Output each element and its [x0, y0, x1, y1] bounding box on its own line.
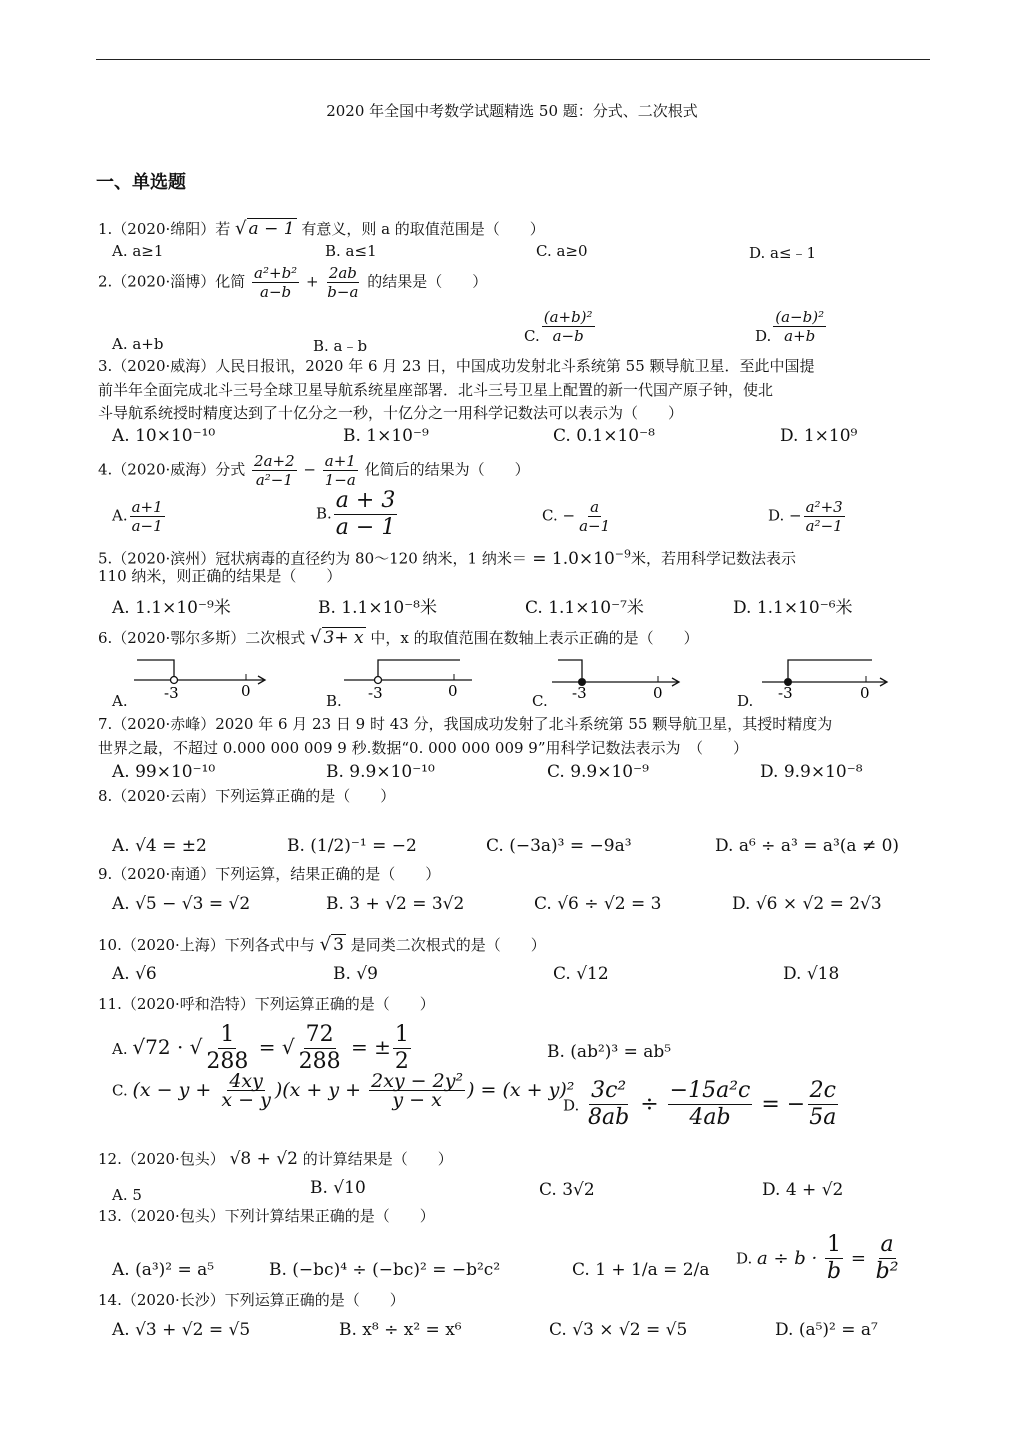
q4-stem-b: 化简后的结果为（ ）	[364, 460, 530, 479]
q6-option-b: B.	[326, 692, 342, 710]
q6-option-c: C.	[532, 692, 548, 710]
question-14: 14.（2020·长沙）下列运算正确的是（ ）	[98, 1291, 405, 1309]
q11-option-a: A. √72 · √ $\frac{1}{288}$ = √ $\frac{72}{288}$ = ± $\frac{1}{2}$	[112, 1022, 409, 1074]
q9-option-c: C. √6 ÷ √2 = 3	[534, 894, 662, 914]
question-11: 11.（2020·呼和浩特）下列运算正确的是（ ）	[98, 995, 435, 1013]
q11-option-b: B. (ab²)³ = ab⁵	[547, 1042, 672, 1062]
q12-option-a: A. 5	[112, 1186, 142, 1204]
q1-option-b: B. a≤1	[325, 242, 377, 260]
tick-neg3: -3	[164, 684, 179, 702]
top-rule	[96, 59, 930, 60]
q13-option-b: B. (−bc)⁴ ÷ (−bc)² = −b²c²	[269, 1260, 501, 1280]
q5-option-b: B. 1.1×10⁻⁸米	[318, 598, 437, 618]
q2-option-d: D. $\frac{\text{(a−b)²}}{a+b}$	[755, 308, 825, 345]
svg-text:-3: -3	[572, 684, 587, 702]
question-12: 12.（2020·包头） √8 + √2 的计算结果是（ ）	[98, 1149, 453, 1169]
q8-option-b: B. (1/2)⁻¹ = −2	[287, 836, 417, 856]
q6-radical: √ 3+ x	[310, 627, 364, 648]
q5-option-c: C. 1.1×10⁻⁷米	[525, 598, 644, 618]
number-line-d	[760, 652, 900, 702]
q2-fraction-2: $\frac{2ab}{b-a}$	[327, 264, 359, 301]
q12-option-b: B. √10	[310, 1178, 366, 1198]
question-3-line-1: 3.（2020·威海）人民日报讯，2020 年 6 月 23 日，中国成功发射北斗系统第 55 颗导航卫星．至此中国提	[98, 357, 815, 375]
q3-option-b: B. 1×10⁻⁹	[343, 426, 429, 446]
q14-option-c: C. √3 × √2 = √5	[549, 1320, 688, 1340]
q14-option-a: A. √3 + √2 = √5	[112, 1320, 251, 1340]
q4-option-c: C. − $\frac{a}{a-1}$	[542, 498, 611, 535]
q4-option-b: B. $\frac{a + 3}{a - 1}$	[316, 488, 396, 540]
q10-option-d: D. √18	[783, 964, 840, 984]
q13-option-a: A. (a³)² = a⁵	[112, 1260, 215, 1280]
q7-option-d: D. 9.9×10⁻⁸	[760, 762, 863, 782]
number-line-c	[550, 652, 690, 702]
q2-fraction-1: $\frac{\text{a²+b²}}{a-b}$	[254, 264, 298, 301]
q8-option-d: D. a⁶ ÷ a³ = a³(a ≠ 0)	[715, 836, 900, 856]
svg-text:0: 0	[860, 684, 870, 702]
question-10: 10.（2020·上海）下列各式中与 √ 3 是同类二次根式的是（ ）	[98, 934, 546, 955]
q12-option-d: D. 4 + √2	[762, 1180, 844, 1200]
q13-option-d: D. a ÷ b · $\frac{1}{b}$ = $\frac{a}{\text{b²}}$	[736, 1232, 899, 1284]
q1-option-c: C. a≥0	[536, 242, 588, 260]
q5-option-a: A. 1.1×10⁻⁹米	[112, 598, 231, 618]
question-2: 2.（2020·淄博）化简 $\frac{\text{a²+b²}}{a-b}$ + $\frac{2ab}{b-a}$ 的结果是（ ）	[98, 264, 488, 301]
q2-stem-b: 的结果是（ ）	[367, 272, 488, 291]
number-line-b	[342, 652, 482, 702]
q4-option-a: A. $\frac{a+1}{a-1}$	[112, 498, 163, 535]
question-7-line-2: 世界之最，不超过 0.000 000 009 9 秒.数据“0. 000 000 009 9”用科学记数法表示为 （ ）	[98, 739, 749, 757]
q1-option-d: D. a≤﹣1	[749, 244, 817, 262]
q2-option-a: A. a+b	[112, 335, 164, 353]
question-1	[98, 218, 545, 239]
svg-text:-3: -3	[778, 684, 793, 702]
svg-text:-3: -3	[368, 684, 383, 702]
q7-option-a: A. 99×10⁻¹⁰	[112, 762, 216, 782]
svg-text:0: 0	[448, 682, 458, 700]
q13-option-c: C. 1 + 1/a = 2/a	[572, 1260, 710, 1280]
q14-option-b: B. x⁸ ÷ x² = x⁶	[339, 1320, 462, 1340]
question-8: 8.（2020·云南）下列运算正确的是（ ）	[98, 787, 396, 805]
tick-0: 0	[241, 682, 251, 700]
q8-option-c: C. (−3a)³ = −9a³	[486, 836, 632, 856]
q4-option-d: D. − $\frac{\text{a²+3}}{\text{a²−1}}$	[768, 498, 843, 535]
q1-stem-a: 1.（2020·绵阳）若	[98, 220, 231, 238]
q2-option-c: C. $\frac{\text{(a+b)²}}{a-b}$	[524, 308, 593, 345]
q2-stem-a: 2.（2020·淄博）化简	[98, 272, 246, 291]
question-9: 9.（2020·南通）下列运算，结果正确的是（ ）	[98, 865, 441, 883]
q1-radical: √ a − 1	[235, 218, 295, 239]
q7-option-b: B. 9.9×10⁻¹⁰	[326, 762, 435, 782]
q14-option-d: D. (a⁵)² = a⁷	[775, 1320, 878, 1340]
q1-option-a: A. a≥1	[112, 242, 164, 260]
q2-option-b: B. a﹣b	[313, 337, 368, 355]
q10-option-b: B. √9	[333, 964, 378, 984]
q10-option-c: C. √12	[553, 964, 609, 984]
q5-option-d: D. 1.1×10⁻⁶米	[733, 598, 853, 618]
number-line-a	[132, 652, 272, 702]
q3-option-d: D. 1×10⁹	[780, 426, 858, 446]
question-5-line-2: 110 纳米，则正确的结果是（ ）	[98, 567, 342, 585]
svg-text:0: 0	[653, 684, 663, 702]
q11-option-c: C. (x − y + $\frac{4xy}{x - y}$ )(x + y + $\frac{\text{2xy − 2y²}}{y - x}$ ) = (x + y)²	[112, 1070, 575, 1111]
question-5-line-1: 5.（2020·滨州）冠状病毒的直径约为 80～120 纳米，1 纳米＝ = $1.0\times 10^{-9}$米，若用科学记数法表示	[98, 547, 797, 569]
question-13: 13.（2020·包头）下列计算结果正确的是（ ）	[98, 1207, 435, 1225]
section-heading: 一、单选题	[96, 172, 186, 193]
q9-option-b: B. 3 + √2 = 3√2	[326, 894, 465, 914]
question-4: 4.（2020·威海）分式 $\frac{2a+2}{\text{a²−1}}$ − $\frac{a+1}{1-a}$ 化简后的结果为（ ）	[98, 452, 530, 489]
q10-option-a: A. √6	[112, 964, 157, 984]
q3-option-c: C. 0.1×10⁻⁸	[553, 426, 655, 446]
q7-option-c: C. 9.9×10⁻⁹	[547, 762, 649, 782]
q8-option-a: A. √4 = ±2	[112, 836, 207, 856]
q11-option-d: D. $\frac{\text{3c²}}{8ab}$ ÷ $\frac{\text{−15a²c}}{4ab}$ = − $\frac{2c}{5a}$	[563, 1078, 837, 1130]
question-6: 6.（2020·鄂尔多斯）二次根式 √ 3+ x 中，x 的取值范围在数轴上表示正确的是（ ）	[98, 627, 699, 648]
page-title: 2020 年全国中考数学试题精选 50 题：分式、二次根式	[326, 102, 698, 120]
q1-stem-b: 有意义，则 a 的取值范围是（ ）	[301, 220, 545, 238]
question-3-line-2: 前半年全面完成北斗三号全球卫星导航系统星座部署．北斗三号卫星上配置的新一代国产原子钟，使北	[98, 381, 774, 399]
q3-option-a: A. 10×10⁻¹⁰	[112, 426, 216, 446]
question-3-line-3: 斗导航系统授时精度达到了十亿分之一秒，十亿分之一用科学记数法可以表示为（ ）	[98, 404, 684, 422]
question-7-line-1: 7.（2020·赤峰）2020 年 6 月 23 日 9 时 43 分，我国成功发射了北斗系统第 55 颗导航卫星，其授时精度为	[98, 715, 833, 733]
q4-stem-a: 4.（2020·威海）分式	[98, 460, 246, 479]
q6-option-d: D.	[737, 692, 754, 710]
q9-option-d: D. √6 × √2 = 2√3	[732, 894, 882, 914]
q12-option-c: C. 3√2	[539, 1180, 595, 1200]
q6-option-a: A.	[112, 692, 128, 710]
q9-option-a: A. √5 − √3 = √2	[112, 894, 251, 914]
